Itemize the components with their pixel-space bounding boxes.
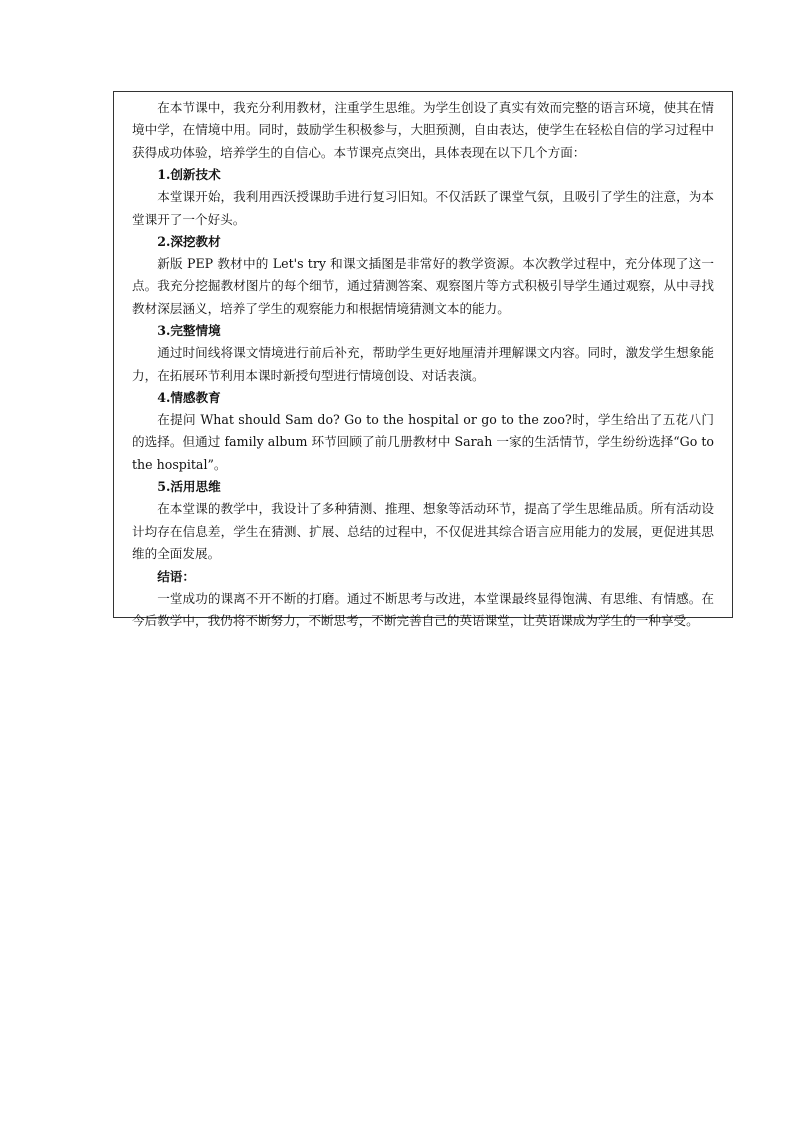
reflection-table-cell	[113, 91, 733, 628]
intro-paragraph: 在本节课中，我充分利用教材，注重学生思维。为学生创设了真实有效而完整的语言环境，使其在情境中学，在情境中用。同时，鼓励学生积极参与，大胆预测，自由表达，使学生在轻松自信的学习过程中获得成功体验，培养学生的自信心。本节课亮点突出，具体表现在以下几个方面：	[132, 100, 714, 160]
section-body-conclusion: 一堂成功的课离不开不断的打磨。通过不断思考与改进，本堂课最终显得饱满、有思维、有情感。在今后教学中，我仍将不断努力，不断思考，不断完善自己的英语课堂，让英语课成为学生的一种享受。	[132, 590, 714, 628]
section-heading-innovative-tech: 1.创新技术	[157, 167, 221, 183]
section-heading-context: 3.完整情境	[157, 323, 221, 339]
section-heading-conclusion: 结语：	[157, 568, 195, 584]
section-heading-thinking: 5.活用思维	[157, 479, 221, 495]
section-heading-emotion: 4.情感教育	[157, 390, 221, 406]
section-body-textbook: 新版 PEP 教材中的 Let's try 和课文插图是非常好的教学资源。本次教学过程中，充分体现了这一点。我充分挖掘教材图片的每个细节，通过猜测答案、观察图片等方式积极引导学生通过观察，从中寻找教材深层涵义，培养了学生的观察能力和根据情境猜测文本的能力。	[132, 256, 714, 316]
section-body-context: 通过时间线将课文情境进行前后补充，帮助学生更好地厘清并理解课文内容。同时，激发学生想象能力，在拓展环节利用本课时新授句型进行情境创设、对话表演。	[132, 345, 714, 383]
section-body-thinking: 在本堂课的教学中，我设计了多种猜测、推理、想象等活动环节，提高了学生思维品质。所有活动设计均存在信息差，学生在猜测、扩展、总结的过程中，不仅促进其综合语言应用能力的发展，更促进其思维的全面发展。	[132, 501, 714, 562]
section-heading-textbook: 2.深挖教材	[157, 234, 221, 250]
section-body-innovative-tech: 本堂课开始，我利用西沃授课助手进行复习旧知。不仅活跃了课堂气氛，且吸引了学生的注意，为本堂课开了一个好头。	[132, 189, 714, 227]
section-body-emotion: 在提问 What should Sam do? Go to the hospital or go to the zoo?时，学生给出了五花八门的选择。但通过 family album 环节回顾了前几册教材中 Sarah 一家的生活情节，学生纷纷选择“Go to the hospital”。	[132, 412, 714, 472]
